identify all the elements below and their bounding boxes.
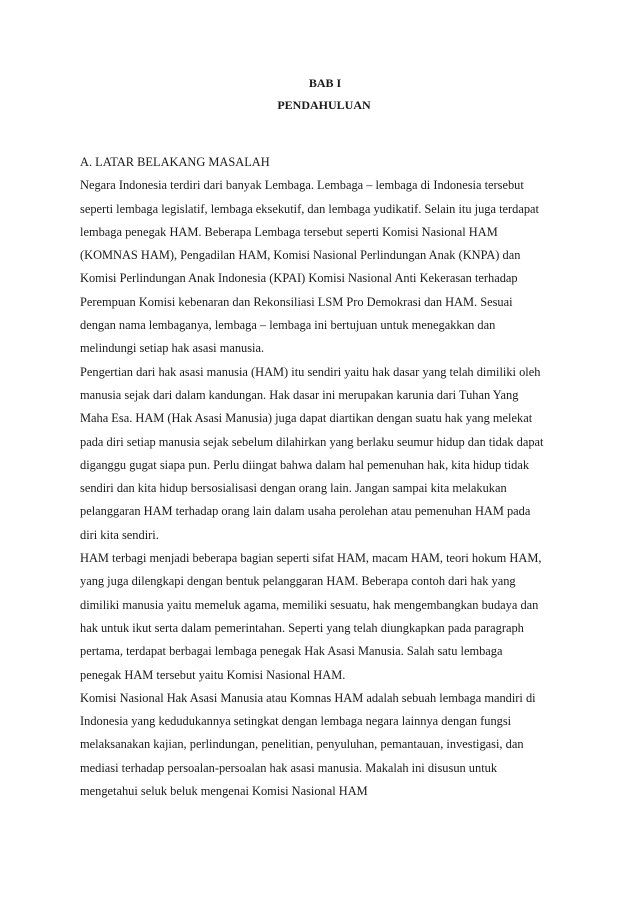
text-line: Negara Indonesia terdiri dari banyak Lembaga. Lembaga – lembaga di Indonesia tersebut [80, 178, 524, 193]
section-heading: A. LATAR BELAKANG MASALAH [80, 155, 270, 169]
text-line: mediasi terhadap persoalan-persoalan hak asasi manusia. Makalah ini disusun untuk [80, 760, 498, 775]
text-line: Komisi Perlindungan Anak Indonesia (KPAI) Komisi Nasional Anti Kekerasan terhadap [80, 271, 518, 286]
text-line: Indonesia yang kedudukannya setingkat dengan lembaga negara lainnya dengan fungsi [80, 714, 512, 729]
text-line: sendiri dan kita hidup bersosialisasi dengan orang lain. Jangan sampai kita melakukan [80, 481, 507, 496]
text-line: melaksanakan kajian, perlindungan, penelitian, penyuluhan, pemantauan, investigasi, dan [80, 737, 524, 752]
text-line: melindungi setiap hak asasi manusia. [80, 341, 265, 356]
text-line: pada diri setiap manusia sejak sebelum dilahirkan yang berlaku seumur hidup dan tidak dapat [80, 434, 544, 449]
text-line: Komisi Nasional Hak Asasi Manusia atau Komnas HAM adalah sebuah lembaga mandiri di [80, 690, 536, 705]
text-line: hak untuk ikut serta dalam pemerintahan. Seperti yang telah diungkapkan pada paragraph [80, 620, 524, 635]
text-line: dengan nama lembaganya, lembaga – lembaga ini bertujuan untuk menegakkan dan [80, 318, 496, 333]
text-line: penegak HAM tersebut yaitu Komisi Nasional HAM. [80, 667, 346, 682]
text-line: HAM terbagi menjadi beberapa bagian seperti sifat HAM, macam HAM, teori hokum HAM, [80, 551, 542, 566]
text-line: diri kita sendiri. [80, 527, 159, 542]
text-line: mengetahui seluk beluk mengenai Komisi Nasional HAM [80, 784, 368, 799]
text-line: yang juga dilengkapi dengan bentuk pelanggaran HAM. Beberapa contoh dari hak yang [80, 574, 516, 589]
text-line: Pengertian dari hak asasi manusia (HAM) itu sendiri yaitu hak dasar yang telah dimiliki oleh [80, 364, 541, 379]
paragraph-lines [80, 174, 580, 803]
body-text [80, 151, 580, 803]
text-line: Maha Esa. HAM (Hak Asasi Manusia) juga dapat diartikan dengan suatu hak yang melekat [80, 411, 533, 426]
text-line: pelanggaran HAM terhadap orang lain dalam usaha perolehan atau pemenuhan HAM pada [80, 504, 531, 519]
text-line: manusia sejak dari dalam kandungan. Hak dasar ini merupakan karunia dari Tuhan Yang [80, 387, 519, 402]
chapter-number: BAB I [308, 76, 342, 90]
text-line: diganggu gugat siapa pun. Perlu diingat bahwa dalam hal pemenuhan hak, kita hidup tidak [80, 457, 530, 472]
chapter-title: PENDAHULUAN [277, 98, 371, 112]
text-line: pertama, terdapat berbagai lembaga penegak Hak Asasi Manusia. Salah satu lembaga [80, 644, 503, 659]
text-line: seperti lembaga legislatif, lembaga eksekutif, dan lembaga yudikatif. Selain itu juga terdapat [80, 201, 539, 216]
text-line: Perempuan Komisi kebenaran dan Rekonsiliasi LSM Pro Demokrasi dan HAM. Sesuai [80, 294, 513, 309]
text-line: dimiliki manusia yaitu memeluk agama, memiliki sesuatu, hak mengembangkan budaya dan [80, 597, 539, 612]
text-line: lembaga penegak HAM. Beberapa Lembaga tersebut seperti Komisi Nasional HAM [80, 224, 498, 239]
text-line: (KOMNAS HAM), Pengadilan HAM, Komisi Nasional Perlindungan Anak (KNPA) dan [80, 248, 521, 263]
